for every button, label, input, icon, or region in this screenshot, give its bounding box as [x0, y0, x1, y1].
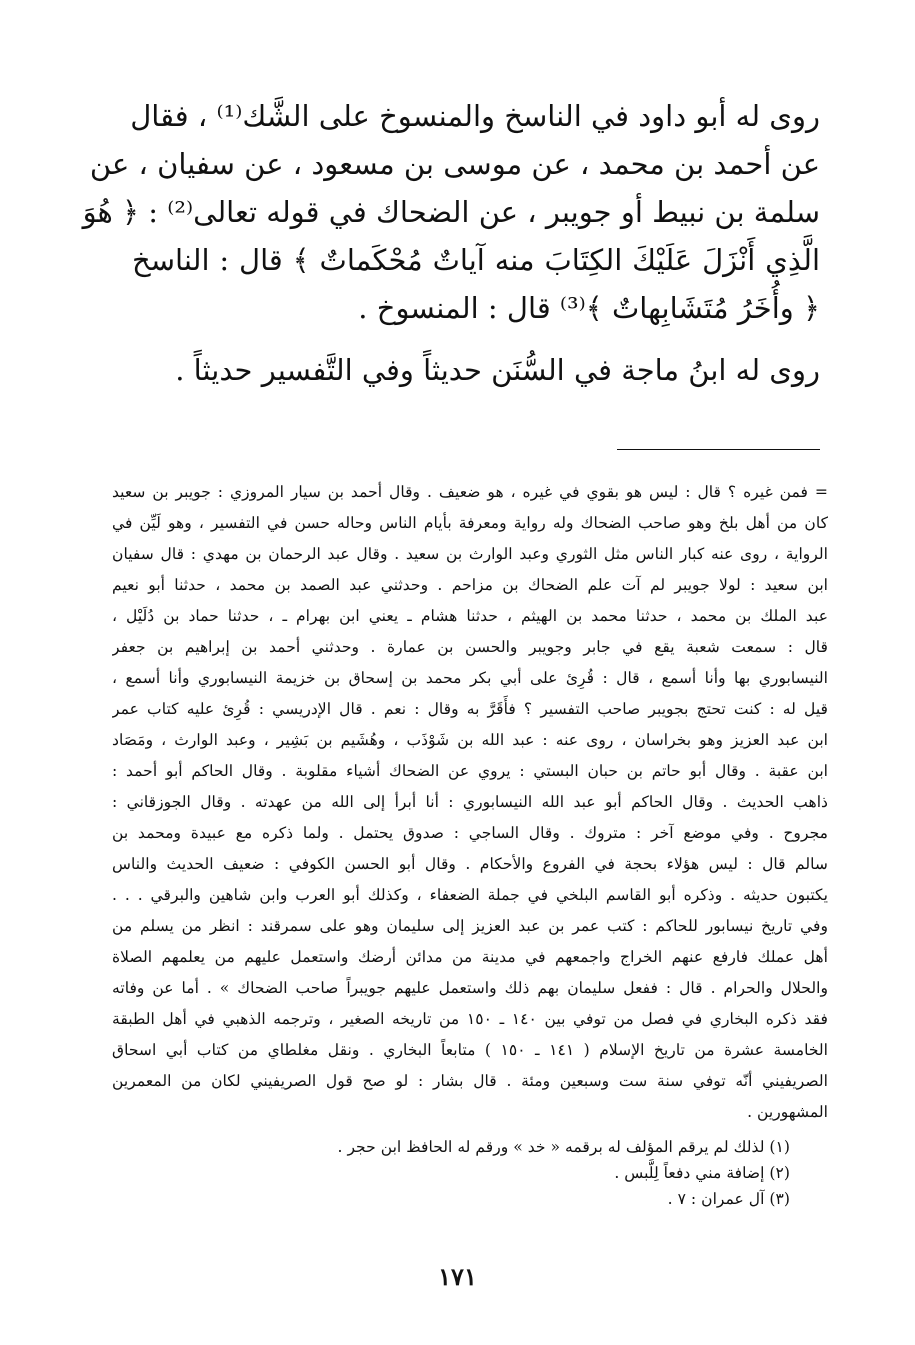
footnote-line: النيسابوري بها وأنا أسمع ، قال : قُرِئ على أبي بكر محمد بن إسحاق بن خزيمة النيسابوري وأنا أسمع ، — [112, 669, 828, 687]
footnote-line: ابن عقبة . وقال أبو حاتم بن حبان البستي : يروي عن الضحاك أشياء مقلوبة . وقال الحاكم أبو أحمد : — [112, 762, 828, 780]
footnote-line: يكتبون حديثه . وذكره أبو القاسم البلخي في جملة الضعفاء ، وكذلك أبو العرب وابن شاهين والبرقي . . . — [112, 886, 828, 904]
footnote-line: ذاهب الحديث . وقال الحاكم أبو عبد الله النيسابوري : أنا أبرأ إلى الله من عهدته . وقال الجوزقاني : — [112, 793, 828, 811]
footnote-line: الخامسة عشرة من تاريخ الإسلام ( ١٤١ ـ ١٥٠ ) متابعاً البخاري . ونقل مغلطاي من كتاب أبي اسحاق — [112, 1041, 828, 1059]
footnote-line: مجروح . وفي موضع آخر : متروك . وقال الساجي : صدوق يحتمل . ولما ذكره مع عبيدة ومحمد بن — [112, 824, 828, 842]
footnote-line: قال : سمعت شعبة يقع في جابر وجويبر والحسن بن عمارة . وحدثني أحمد بن إبراهيم بن جعفر — [112, 638, 828, 656]
footnote-line: الصريفيني أنّه توفي سنة ست وسبعين ومئة . قال بشار : لو صح قول الصريفيني لكان من المعمرين — [112, 1072, 828, 1090]
footnote-line: كان من أهل بلخ وهو صاحب الضحاك وله رواية ومعرفة بأيام الناس وحاله حسن في التفسير ، وهو لَيِّن في — [112, 514, 828, 532]
footnote-line: عبد الملك بن محمد ، حدثنا محمد بن الهيثم ، حدثنا هشام ـ يعني ابن بهرام ـ ، حدثنا حماد بن دُلَيْل ، — [112, 607, 828, 625]
main-text-line: سلمة بن نبيط أو جويبر ، عن الضحاك في قوله تعالى⁽²⁾ : ﴿ هُوَ — [82, 195, 820, 229]
footnote-line: سالم قال : ليس هؤلاء بحجة في الفروع والأحكام . وقال أبو الحسن الكوفي : ضعيف الحديث والناس — [112, 855, 828, 873]
footnote-line: المشهورين . — [747, 1103, 828, 1121]
footnote-line: ابن عبد العزيز وهو بخراسان ، روى عنه : عبد الله بن شَوْذَب ، وهُشَيم بن بَشِير ، وعبد الوارث ، ومَصَاد — [112, 731, 828, 749]
page-number: ١٧١ — [438, 1262, 477, 1291]
main-text-paragraph: روى له ابنُ ماجة في السُّنَن حديثاً وفي التَّفسير حديثاً . — [175, 353, 820, 387]
footnote-2: (٢) إضافة مني دفعاً لِلَّبس . — [614, 1164, 790, 1182]
main-text-line: عن أحمد بن محمد ، عن موسى بن مسعود ، عن سفيان ، عن — [89, 147, 820, 181]
footnote-1: (١) لذلك لم يرقم المؤلف له برقمه « خد » ورقم له الحافظ ابن حجر . — [337, 1138, 790, 1156]
footnotes — [300, 1134, 790, 1212]
footnote-line: ابن سعيد : لولا جويبر لم آت علم الضحاك بن مزاحم . وحدثني عبد الصمد بن محمد ، حدثنا أبو نعيم — [112, 576, 828, 594]
footnote-line: = فمن غيره ؟ قال : ليس هو بقوي في غيره ، هو ضعيف . وقال أحمد بن سيار المروزي : جويبر بن سعيد — [112, 483, 828, 501]
main-text-line: ﴿ وأُخَرُ مُتَشَابِهاتٌ ﴾⁽³⁾ قال : المنسوخ . — [358, 291, 820, 325]
footnote-line: والحلال والحرام . قال : ففعل سليمان بهم ذلك واستعمل عليهم جويبراً صاحب الضحاك » . أما عن وفاته — [112, 979, 828, 997]
footnote-continuation — [112, 477, 828, 1128]
footnote-3: (٣) آل عمران : ٧ . — [667, 1190, 790, 1208]
main-text-line: روى له أبو داود في الناسخ والمنسوخ على الشَّك⁽¹⁾ ، فقال — [130, 99, 820, 133]
footnote-line: فقد ذكره البخاري في فصل من توفي بين ١٤٠ ـ ١٥٠ من تاريخه الصغير ، وترجمه الذهبي في أهل الطبقة — [112, 1010, 828, 1028]
footnote-line: قيل له : كنت تحتج بجويبر صاحب التفسير ؟ فأَقَرَّ به وقال : نعم . قال الإدريسي : قُرِئ عليه كتاب عمر — [112, 700, 828, 718]
main-text-line: الَّذِي أَنْزَلَ عَلَيْكَ الكِتَابَ منه آياتٌ مُحْكَماتٌ ﴾ قال : الناسخ — [132, 243, 820, 277]
footnote-line: وفي تاريخ نيسابور للحاكم : كتب عمر بن عبد العزيز إلى سليمان وهو على سمرقند : انظر من يسلم من — [112, 917, 828, 935]
footnote-line: الرواية ، روى عنه كبار الناس مثل الثوري وعبد الوارث بن سعيد . وقال عبد الرحمان بن مهدي : قال سفيان — [112, 545, 828, 563]
footnote-separator — [617, 449, 820, 450]
footnote-line: أهل عملك فارفع عنهم الخراج واجمعهم في مدينة من مدائن أرضك واستعمل عليهم من يعلمهم الصلاة — [112, 948, 828, 966]
main-text — [82, 92, 820, 394]
